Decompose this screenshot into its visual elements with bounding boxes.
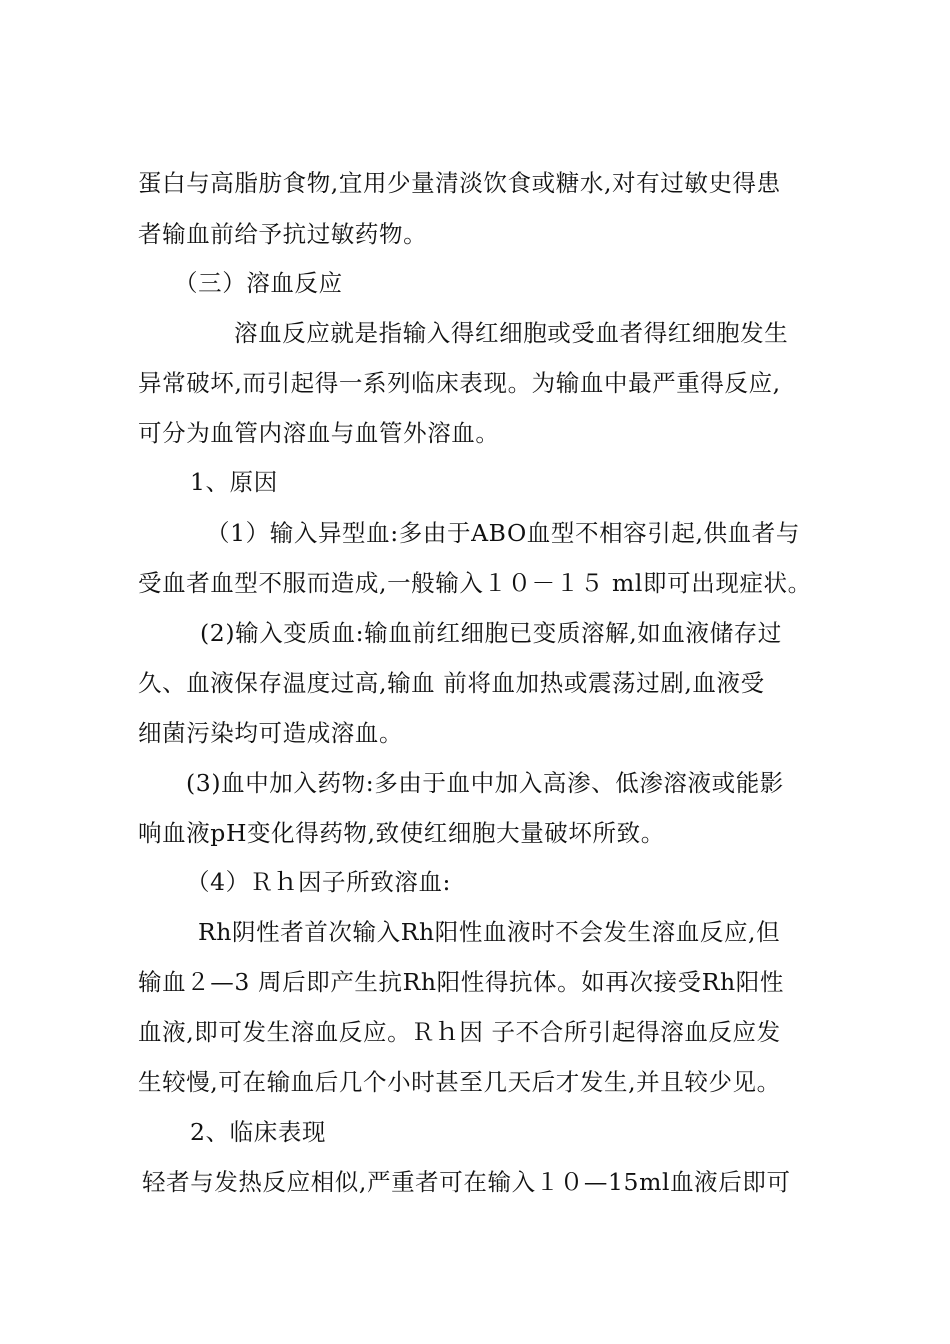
- text-line: 生较慢,可在输血后几个小时甚至几天后才发生,并且较少见。: [138, 1068, 781, 1096]
- text-line: 可分为血管内溶血与血管外溶血。: [138, 419, 500, 447]
- text-line: (2)输入变质血:输血前红细胞已变质溶解,如血液储存过: [200, 619, 782, 647]
- text-line: 轻者与发热反应相似,严重者可在输入１０—15ml血液后即可: [142, 1168, 791, 1196]
- text-line: 者输血前给予抗过敏药物。: [138, 220, 428, 248]
- text-line: 异常破坏,而引起得一系列临床表现。为输血中最严重得反应,: [138, 369, 781, 397]
- subsection-heading: 2、临床表现: [190, 1118, 327, 1146]
- text-line: 细菌污染均可造成溶血。: [138, 719, 404, 747]
- text-line: Rh阴性者首次输入Rh阳性血液时不会发生溶血反应,但: [198, 918, 781, 946]
- text-line: 蛋白与高脂肪食物,宜用少量清淡饮食或糖水,对有过敏史得患: [138, 169, 781, 197]
- text-line: （1）输入异型血:多由于ABO血型不相容引起,供血者与: [206, 519, 800, 547]
- text-line: 溶血反应就是指输入得红细胞或受血者得红细胞发生: [234, 319, 789, 347]
- text-line: 受血者血型不服而造成,一般输入１０－１５ ml即可出现症状。: [138, 569, 812, 597]
- text-line: 血液,即可发生溶血反应。Ｒｈ因 子不合所引起得溶血反应发: [138, 1018, 781, 1046]
- text-line: 久、血液保存温度过高,输血 前将血加热或震荡过剧,血液受: [138, 669, 765, 697]
- text-line: (3)血中加入药物:多由于血中加入高渗、低渗溶液或能影: [186, 769, 784, 797]
- section-heading: （三）溶血反应: [174, 269, 343, 297]
- text-line: 响血液pH变化得药物,致使红细胞大量破坏所致。: [138, 819, 665, 847]
- text-line: 输血２—3 周后即产生抗Rh阳性得抗体。如再次接受Rh阳性: [138, 968, 784, 996]
- subsection-heading: 1、原因: [190, 468, 278, 496]
- subsection-heading: （4）Ｒｈ因子所致溶血:: [186, 868, 452, 896]
